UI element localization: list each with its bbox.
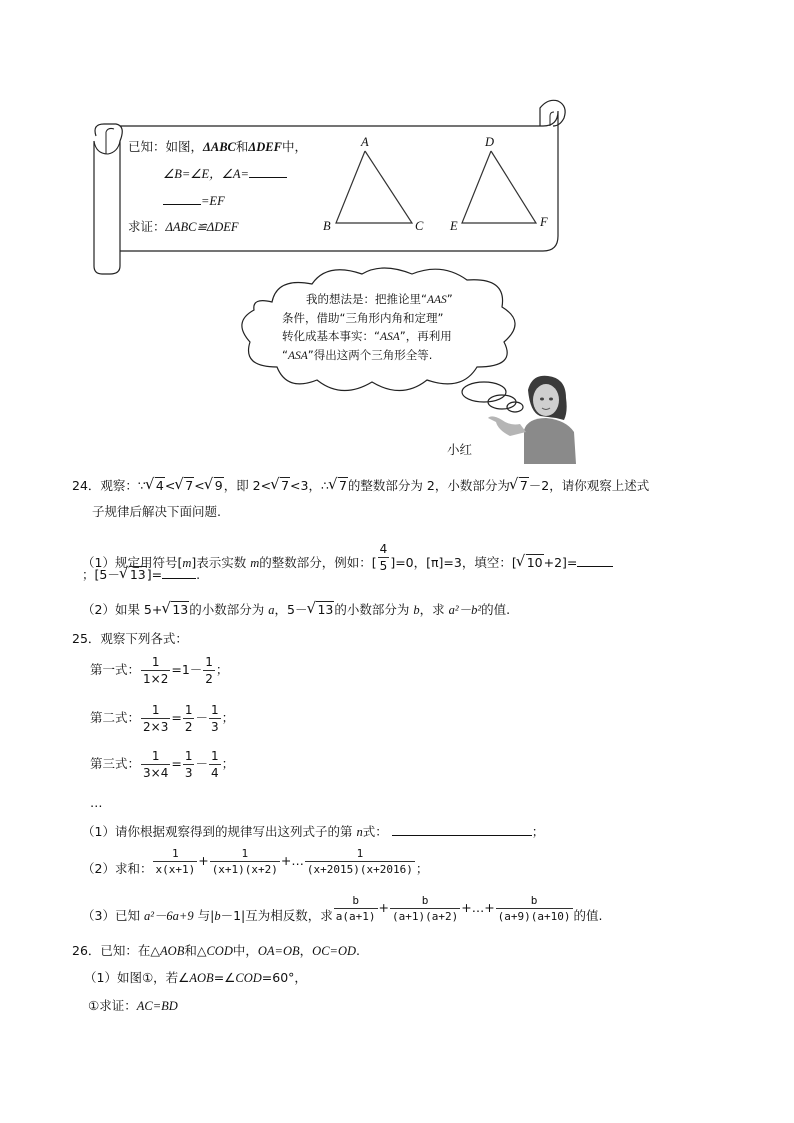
q25-title: 25．观察下列各式： bbox=[72, 631, 188, 646]
q24-intro-line2: 子规律后解决下面问题. bbox=[92, 504, 221, 519]
q24-intro: 24．观察：∵ √ 4< √ 7< √ 9，即 2< √ 7<3，∴ √ 7的整数部分为 2，小数部分为 √ 7－2，请你观察上述式 bbox=[72, 476, 649, 494]
q25-part1: （1）请你根据观察得到的规律写出这列式子的第 n式： ； bbox=[82, 824, 545, 839]
answer-blank-nth-formula[interactable] bbox=[392, 822, 532, 836]
question-number: 26． bbox=[72, 943, 101, 958]
vertex-a: A bbox=[361, 135, 369, 149]
sqrt-4: √ 4 bbox=[146, 478, 165, 493]
question-number: 24． bbox=[72, 478, 101, 493]
vertex-f: F bbox=[540, 215, 548, 229]
scroll-prove-line: 求证：ΔABC≌ΔDEF bbox=[128, 219, 239, 234]
scroll-banner bbox=[88, 96, 570, 276]
cloud-line-4: “ASA”得出这两个三角形全等. bbox=[282, 348, 433, 362]
triangle-def-label: ΔDEF bbox=[248, 140, 282, 154]
triangle-abc-label: ΔABC bbox=[203, 140, 236, 154]
scroll-condition-2: =EF bbox=[163, 191, 225, 209]
cloud-line-1: 我的想法是：把推论里“AAS” bbox=[306, 292, 453, 306]
cloud-line-2: 条件，借助“三角形内角和定理” bbox=[282, 311, 444, 325]
answer-blank-angle[interactable] bbox=[249, 164, 287, 178]
q26-line2: （1）如图①，若∠AOB=∠COD=60°， bbox=[84, 970, 307, 985]
fraction-4-5: $\frac{4}{5}$ bbox=[379, 542, 388, 573]
answer-blank-1[interactable] bbox=[577, 553, 613, 567]
scroll-condition-1: ∠B=∠E，∠A= bbox=[163, 164, 287, 182]
vertex-d: D bbox=[485, 135, 495, 149]
sqrt-9: √ 9 bbox=[205, 478, 224, 493]
question-number: 25． bbox=[72, 631, 101, 646]
sqrt-7: √ 7 bbox=[175, 478, 194, 493]
q25-part2: （2）求和： $\frac{1}{x(x+1)}$ + $\frac{1}{(x+1)(x+2)}$ +… $\frac{1}{(x+2015)(x+2016)}$ ； bbox=[82, 847, 429, 876]
character-name: 小红 bbox=[447, 442, 473, 457]
q25-ellipsis: … bbox=[90, 795, 103, 810]
cloud-text bbox=[282, 290, 482, 365]
q25-row-2: 第二式： $\frac{1}{2\times 3}$ = $\frac{1}{2}$ － $\frac{1}{3}$ ； bbox=[90, 703, 235, 734]
q24-part2: （2）如果 5+ √ 13的小数部分为 a，5－ √ 13的小数部分为 b，求 a²－b²的值. bbox=[82, 600, 510, 618]
vertex-c: C bbox=[415, 219, 424, 233]
girl-illustration bbox=[480, 372, 580, 464]
q26-line1: 26．已知：在△AOB和△COD中，OA=OB，OC=OD. bbox=[72, 943, 361, 958]
answer-blank-side[interactable] bbox=[163, 191, 201, 205]
q24-part1-line2: ；[5－ √ 13]= . bbox=[82, 565, 200, 583]
q25-row-3: 第三式： $\frac{1}{3\times 4}$ = $\frac{1}{3}$ － $\frac{1}{4}$ ； bbox=[90, 749, 235, 780]
q26-line3: ①求证：AC=BD bbox=[88, 998, 178, 1013]
answer-blank-2[interactable] bbox=[162, 565, 196, 579]
vertex-b: B bbox=[323, 219, 331, 233]
cloud-line-3: 转化成基本事实：“ASA”，再利用 bbox=[282, 329, 452, 343]
q25-row-1: 第一式： $\frac{1}{1\times 2}$ =1－ $\frac{1}{2}$ ； bbox=[90, 655, 229, 686]
q25-part3: （3）已知 a²－6a+9 与|b－1|互为相反数，求 $\frac{b}{a(a+1)}$ + $\frac{b}{(a+1)(a+2)}$ +…+ $\frac{b}{(a+9)(a+10)}$ 的值. bbox=[82, 894, 603, 923]
q24-part1: （1）规定用符号[m]表示实数 m的整数部分，例如：[ $\frac{4}{5}$ ]=0，[π]=3，填空：[ √ 10+2]= bbox=[82, 543, 613, 572]
vertex-e: E bbox=[450, 219, 458, 233]
scroll-given-line: 已知：如图，ΔABC和ΔDEF中， bbox=[128, 139, 307, 154]
